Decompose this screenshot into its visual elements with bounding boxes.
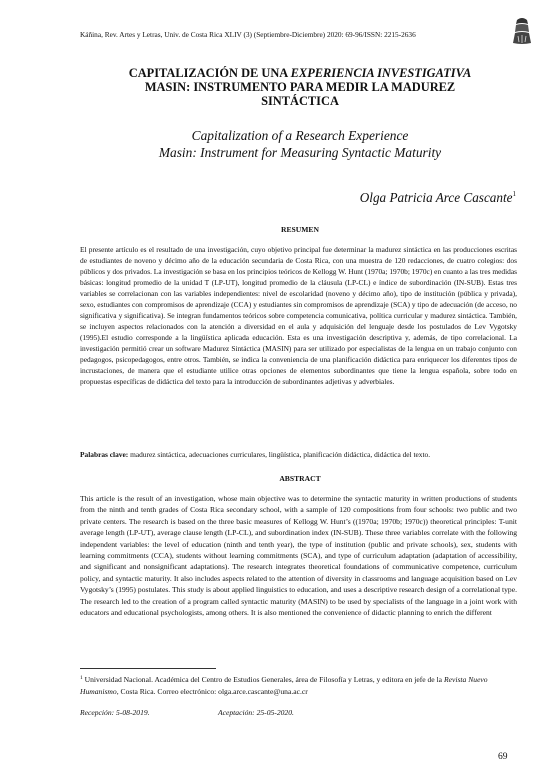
title-line-2: MASIN: INSTRUMENTO PARA MEDIR LA MADUREZ	[144, 80, 456, 94]
footnote-divider	[80, 668, 216, 669]
journal-header: Káñina, Rev. Artes y Letras, Univ. de Costa Rica XLIV (3) (Septiembre-Diciembre) 2020: 69-96/ISSN: 2215-2636	[80, 30, 416, 39]
author-name	[280, 190, 516, 206]
footnote-journal-name: Revista Nuevo Humanismo	[80, 675, 488, 696]
received-date: Recepción: 5-08-2019.	[80, 708, 150, 717]
keywords	[80, 449, 517, 460]
accepted-date: Aceptación: 25-05-2020.	[218, 708, 294, 717]
footnote-mark: 1	[80, 675, 83, 681]
footnote-text: Universidad Nacional. Académica del Centro de Estudios Generales, área de Filosofía y Letras, y editora en jefe de la	[82, 675, 444, 684]
english-title	[60, 128, 540, 161]
resumen-heading: RESUMEN	[281, 225, 319, 234]
keywords-text: madurez sintáctica, adecuaciones curriculares, lingüística, planificación didáctica, didáctica del texto.	[128, 450, 431, 459]
footnote	[80, 673, 520, 697]
resumen-text: El presente artículo es el resultado de una investigación, cuyo objetivo principal fue determinar la madurez sintáctica en las producciones escritas de estudiantes de noveno y décimo año de la educación secundaria de Costa Rica, con una muestra de 120 redacciones, de cuatro colegios: dos públicos y dos privados. La investigación se basa en los principios teóricos de Kellogg W. Hunt (1970a; 1970b; 1970c) en cuanto a las tres medidas básicas: longitud promedio de la unidad T (LP-UT), longitud promedio de la cláusula (LP-CL) e índice de subordinación (IN-SUB). Estas tres variables se correlacionan con las variables independientes: nivel de escolaridad (noveno y décimo año), tipo de institución (pública y privada), sexo, estudiantes con compromisos de aprendizaje (CCA) y estudiantes sin compromisos de aprendizaje (SCA) y tipo de adecuación (de acceso, no significativa y significativa). Se integran fundamentos teóricos sobre competencia comunicativa, política curricular y madurez sintáctica. También, se incluyen aspectos relacionados con la atención a diversidad en el aula y adquisición del lenguaje desde los postulados de Lev Vygotsky (1995).El estudio corresponde a la lingüística aplicada educación. Esta es una investigación descriptiva y, además, de tipo correlacional. La investigación permitió crear un software Madurez Sintáctica (MASIN) para ser utilizado por especialistas de la lengua en un trabajo conjunto con pedagogos, psicopedagogos, entre otros. También, se indica la conveniencia de una planificación didáctica para enriquecer los diferentes tipos de incrustaciones, de manera que el estudiante utilice otras opciones de elementos subordinantes que tiene la lengua española, sobre todo en propuestas específicas de didáctica del texto para la introducción de subordinantes adjetivas y adverbiales.	[80, 245, 517, 386]
page-number: 69	[498, 752, 508, 762]
journal-logo-icon	[509, 16, 535, 46]
english-title-line-1: Capitalization of a Research Experience	[191, 128, 409, 143]
title-line-1	[80, 66, 520, 80]
abstract-text: This article is the result of an investigation, whose main objective was to determine the syntactic maturity in written productions of students from the ninth and tenth grades of Costa Rica secondary school, with a sample of 120 compositions from four schools: two public and two private centers. The research is based on the three basic measures of Kellogg W. Hunt’s ((1970a; 1970b; 1970c)) theoretical principles: T-unit average length (LP-UT), average clause length (LP-CL), and subordination index (IN-SUB). These three variables correlate with the following independent variables: the level of education (ninth and tenth year), the type of institution (public and private schools), sex, students with learning commitments (CCA), students without learning commitments (SCA), and type of curriculum adaptation (adaptation of accessibility, and significant and nonsignificant adaptations). The research integrates theoretical foundations of communicative competence, curriculum policy, and syntactic maturity. It also includes aspects related to the attention of diversity in classrooms and language acquisition based on Lev Vygotsky’s (1995) postulates. This study is about applied linguistics to education, and uses a descriptive research design of a correlational type. The research led to the creation of a program called syntactic maturity (MASIN) to be used by specialists of the language in a joint work with educators and educational psychologists, among others. It is also mentioned the convenience of didactic planning to enrich the different	[80, 494, 517, 618]
title-italic: EXPERIENCIA INVESTIGATIVA	[290, 66, 472, 80]
title-line-3: SINTÁCTICA	[261, 94, 339, 108]
author-text: Olga Patricia Arce Cascante	[359, 190, 513, 205]
english-title-line-2: Masin: Instrument for Measuring Syntactic Maturity	[158, 144, 442, 160]
abstract-heading: ABSTRACT	[279, 474, 321, 483]
article-title	[80, 66, 520, 108]
keywords-label: Palabras clave:	[80, 450, 129, 459]
author-footnote-mark: 1	[512, 190, 516, 198]
footnote-email: , Costa Rica. Correo electrónico: olga.arce.cascante@una.ac.cr	[116, 686, 308, 696]
title-prefix: CAPITALIZACIÓN DE UNA	[128, 66, 291, 80]
